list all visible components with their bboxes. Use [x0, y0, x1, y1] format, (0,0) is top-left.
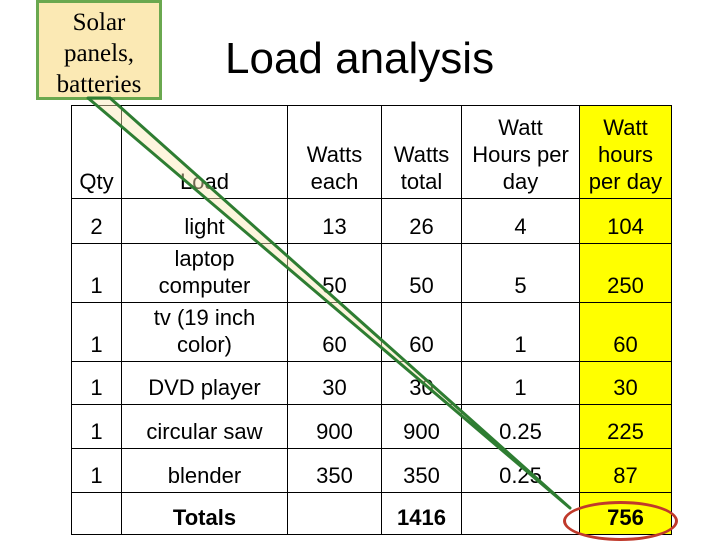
- col-header: Load: [122, 106, 288, 199]
- table-cell: 1: [72, 244, 122, 303]
- table-cell: 1: [462, 362, 580, 405]
- table-cell: [72, 493, 122, 535]
- table-cell: DVD player: [122, 362, 288, 405]
- table-cell: 1: [462, 303, 580, 362]
- table-cell: 2: [72, 199, 122, 244]
- header-row: [72, 106, 672, 199]
- table-cell: 250: [580, 244, 672, 303]
- table-cell: 1: [72, 449, 122, 493]
- table-cell: 225: [580, 405, 672, 449]
- table-cell: 0.25: [462, 449, 580, 493]
- col-header: Watts total: [382, 106, 462, 199]
- highlight-circle: [563, 501, 678, 541]
- table-cell: 900: [382, 405, 462, 449]
- col-header: Qty: [72, 106, 122, 199]
- table-cell: 900: [288, 405, 382, 449]
- table-cell: 30: [580, 362, 672, 405]
- load-table: [71, 105, 672, 535]
- table-cell: 30: [382, 362, 462, 405]
- totals-label: Totals: [122, 493, 288, 535]
- table-cell: 60: [580, 303, 672, 362]
- table-cell: 104: [580, 199, 672, 244]
- table-cell: laptop computer: [122, 244, 288, 303]
- callout-box: Solar panels, batteries: [36, 0, 162, 100]
- table-cell: 50: [382, 244, 462, 303]
- table-cell: light: [122, 199, 288, 244]
- table-cell: 13: [288, 199, 382, 244]
- col-header: Watt hours per day: [580, 106, 672, 199]
- table-row: [72, 199, 672, 244]
- table-cell: 60: [288, 303, 382, 362]
- table-cell: 1: [72, 362, 122, 405]
- table-cell: 60: [382, 303, 462, 362]
- col-header: Watt Hours per day: [462, 106, 580, 199]
- table-cell: 350: [382, 449, 462, 493]
- table-cell: 350: [288, 449, 382, 493]
- table-row: [72, 449, 672, 493]
- table-cell: 1: [72, 405, 122, 449]
- table-cell: circular saw: [122, 405, 288, 449]
- table-row: [72, 405, 672, 449]
- table-cell: [462, 493, 580, 535]
- table-cell: 87: [580, 449, 672, 493]
- total-watt-hours: 756: [580, 493, 672, 535]
- table-cell: 1: [72, 303, 122, 362]
- page-title: Load analysis: [225, 34, 495, 83]
- col-header: Watts each: [288, 106, 382, 199]
- table-cell: 4: [462, 199, 580, 244]
- table-cell: tv (19 inch color): [122, 303, 288, 362]
- table-cell: 30: [288, 362, 382, 405]
- table-cell: 50: [288, 244, 382, 303]
- table-cell: 0.25: [462, 405, 580, 449]
- table-cell: blender: [122, 449, 288, 493]
- table-cell: [288, 493, 382, 535]
- total-watts: 1416: [382, 493, 462, 535]
- table-row: [72, 362, 672, 405]
- table-cell: 26: [382, 199, 462, 244]
- table-cell: 5: [462, 244, 580, 303]
- table-row: [72, 244, 672, 303]
- table-row: [72, 303, 672, 362]
